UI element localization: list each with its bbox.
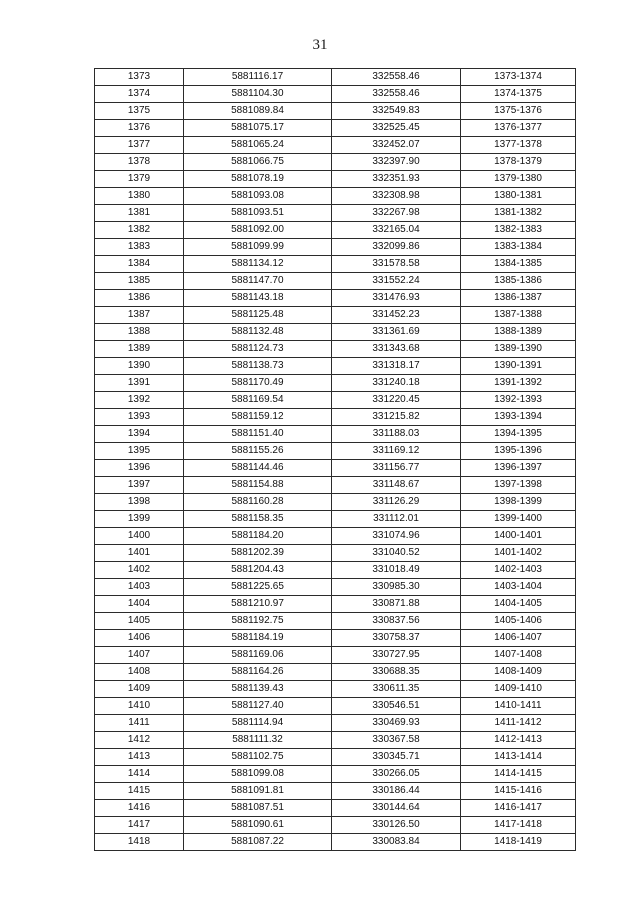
y-coordinate-cell: 331112.01 xyxy=(332,511,461,528)
segment-cell: 1392-1393 xyxy=(461,392,576,409)
x-coordinate-cell: 5881210.97 xyxy=(184,596,332,613)
table-row xyxy=(95,817,576,834)
y-coordinate-cell: 331220.45 xyxy=(332,392,461,409)
point-number-cell: 1402 xyxy=(95,562,184,579)
table-row xyxy=(95,732,576,749)
x-coordinate-cell: 5881134.12 xyxy=(184,256,332,273)
point-number-cell: 1384 xyxy=(95,256,184,273)
x-coordinate-cell: 5881170.49 xyxy=(184,375,332,392)
y-coordinate-cell: 330758.37 xyxy=(332,630,461,647)
segment-cell: 1411-1412 xyxy=(461,715,576,732)
point-number-cell: 1405 xyxy=(95,613,184,630)
point-number-cell: 1392 xyxy=(95,392,184,409)
point-number-cell: 1393 xyxy=(95,409,184,426)
x-coordinate-cell: 5881075.17 xyxy=(184,120,332,137)
table-row xyxy=(95,681,576,698)
x-coordinate-cell: 5881169.54 xyxy=(184,392,332,409)
segment-cell: 1409-1410 xyxy=(461,681,576,698)
table-row xyxy=(95,443,576,460)
y-coordinate-cell: 330186.44 xyxy=(332,783,461,800)
segment-cell: 1386-1387 xyxy=(461,290,576,307)
y-coordinate-cell: 331215.82 xyxy=(332,409,461,426)
table-row xyxy=(95,69,576,86)
point-number-cell: 1382 xyxy=(95,222,184,239)
point-number-cell: 1386 xyxy=(95,290,184,307)
x-coordinate-cell: 5881127.40 xyxy=(184,698,332,715)
x-coordinate-cell: 5881169.06 xyxy=(184,647,332,664)
table-row xyxy=(95,579,576,596)
y-coordinate-cell: 330985.30 xyxy=(332,579,461,596)
segment-cell: 1399-1400 xyxy=(461,511,576,528)
point-number-cell: 1375 xyxy=(95,103,184,120)
y-coordinate-cell: 331343.68 xyxy=(332,341,461,358)
x-coordinate-cell: 5881151.40 xyxy=(184,426,332,443)
point-number-cell: 1398 xyxy=(95,494,184,511)
x-coordinate-cell: 5881065.24 xyxy=(184,137,332,154)
x-coordinate-cell: 5881087.51 xyxy=(184,800,332,817)
y-coordinate-cell: 331476.93 xyxy=(332,290,461,307)
coordinates-table xyxy=(94,68,576,851)
x-coordinate-cell: 5881159.12 xyxy=(184,409,332,426)
table-row xyxy=(95,154,576,171)
point-number-cell: 1383 xyxy=(95,239,184,256)
table-row xyxy=(95,545,576,562)
x-coordinate-cell: 5881066.75 xyxy=(184,154,332,171)
point-number-cell: 1406 xyxy=(95,630,184,647)
point-number-cell: 1418 xyxy=(95,834,184,851)
y-coordinate-cell: 331240.18 xyxy=(332,375,461,392)
y-coordinate-cell: 331578.58 xyxy=(332,256,461,273)
point-number-cell: 1394 xyxy=(95,426,184,443)
point-number-cell: 1412 xyxy=(95,732,184,749)
point-number-cell: 1399 xyxy=(95,511,184,528)
y-coordinate-cell: 332165.04 xyxy=(332,222,461,239)
table-row xyxy=(95,375,576,392)
y-coordinate-cell: 331169.12 xyxy=(332,443,461,460)
table-row xyxy=(95,307,576,324)
table-row xyxy=(95,800,576,817)
y-coordinate-cell: 332308.98 xyxy=(332,188,461,205)
table-row xyxy=(95,171,576,188)
x-coordinate-cell: 5881099.99 xyxy=(184,239,332,256)
x-coordinate-cell: 5881138.73 xyxy=(184,358,332,375)
segment-cell: 1395-1396 xyxy=(461,443,576,460)
x-coordinate-cell: 5881078.19 xyxy=(184,171,332,188)
table-row xyxy=(95,205,576,222)
y-coordinate-cell: 330611.35 xyxy=(332,681,461,698)
table-row xyxy=(95,528,576,545)
x-coordinate-cell: 5881184.20 xyxy=(184,528,332,545)
x-coordinate-cell: 5881164.26 xyxy=(184,664,332,681)
point-number-cell: 1373 xyxy=(95,69,184,86)
segment-cell: 1380-1381 xyxy=(461,188,576,205)
segment-cell: 1417-1418 xyxy=(461,817,576,834)
y-coordinate-cell: 330367.58 xyxy=(332,732,461,749)
table-row xyxy=(95,188,576,205)
table-row xyxy=(95,239,576,256)
x-coordinate-cell: 5881154.88 xyxy=(184,477,332,494)
point-number-cell: 1390 xyxy=(95,358,184,375)
table-row xyxy=(95,664,576,681)
x-coordinate-cell: 5881089.84 xyxy=(184,103,332,120)
table-row xyxy=(95,494,576,511)
point-number-cell: 1377 xyxy=(95,137,184,154)
point-number-cell: 1403 xyxy=(95,579,184,596)
point-number-cell: 1388 xyxy=(95,324,184,341)
segment-cell: 1394-1395 xyxy=(461,426,576,443)
segment-cell: 1396-1397 xyxy=(461,460,576,477)
x-coordinate-cell: 5881092.00 xyxy=(184,222,332,239)
y-coordinate-cell: 331361.69 xyxy=(332,324,461,341)
segment-cell: 1406-1407 xyxy=(461,630,576,647)
y-coordinate-cell: 331552.24 xyxy=(332,273,461,290)
segment-cell: 1382-1383 xyxy=(461,222,576,239)
point-number-cell: 1389 xyxy=(95,341,184,358)
y-coordinate-cell: 330871.88 xyxy=(332,596,461,613)
point-number-cell: 1385 xyxy=(95,273,184,290)
y-coordinate-cell: 330546.51 xyxy=(332,698,461,715)
x-coordinate-cell: 5881116.17 xyxy=(184,69,332,86)
x-coordinate-cell: 5881155.26 xyxy=(184,443,332,460)
segment-cell: 1375-1376 xyxy=(461,103,576,120)
table-row xyxy=(95,256,576,273)
point-number-cell: 1391 xyxy=(95,375,184,392)
x-coordinate-cell: 5881093.08 xyxy=(184,188,332,205)
segment-cell: 1407-1408 xyxy=(461,647,576,664)
x-coordinate-cell: 5881090.61 xyxy=(184,817,332,834)
segment-cell: 1414-1415 xyxy=(461,766,576,783)
segment-cell: 1405-1406 xyxy=(461,613,576,630)
segment-cell: 1389-1390 xyxy=(461,341,576,358)
point-number-cell: 1387 xyxy=(95,307,184,324)
x-coordinate-cell: 5881139.43 xyxy=(184,681,332,698)
x-coordinate-cell: 5881087.22 xyxy=(184,834,332,851)
y-coordinate-cell: 331452.23 xyxy=(332,307,461,324)
table-row xyxy=(95,698,576,715)
segment-cell: 1413-1414 xyxy=(461,749,576,766)
segment-cell: 1400-1401 xyxy=(461,528,576,545)
x-coordinate-cell: 5881132.48 xyxy=(184,324,332,341)
table-row xyxy=(95,715,576,732)
table-row xyxy=(95,341,576,358)
y-coordinate-cell: 330688.35 xyxy=(332,664,461,681)
x-coordinate-cell: 5881202.39 xyxy=(184,545,332,562)
segment-cell: 1404-1405 xyxy=(461,596,576,613)
y-coordinate-cell: 331318.17 xyxy=(332,358,461,375)
point-number-cell: 1410 xyxy=(95,698,184,715)
x-coordinate-cell: 5881147.70 xyxy=(184,273,332,290)
segment-cell: 1378-1379 xyxy=(461,154,576,171)
table-row xyxy=(95,766,576,783)
x-coordinate-cell: 5881111.32 xyxy=(184,732,332,749)
point-number-cell: 1397 xyxy=(95,477,184,494)
table-row xyxy=(95,324,576,341)
segment-cell: 1415-1416 xyxy=(461,783,576,800)
table-row xyxy=(95,613,576,630)
x-coordinate-cell: 5881158.35 xyxy=(184,511,332,528)
point-number-cell: 1404 xyxy=(95,596,184,613)
segment-cell: 1383-1384 xyxy=(461,239,576,256)
y-coordinate-cell: 331040.52 xyxy=(332,545,461,562)
table-row xyxy=(95,86,576,103)
table-row xyxy=(95,120,576,137)
y-coordinate-cell: 330837.56 xyxy=(332,613,461,630)
table-row xyxy=(95,477,576,494)
x-coordinate-cell: 5881144.46 xyxy=(184,460,332,477)
y-coordinate-cell: 332525.45 xyxy=(332,120,461,137)
table-row xyxy=(95,290,576,307)
table-row xyxy=(95,137,576,154)
point-number-cell: 1395 xyxy=(95,443,184,460)
table-row xyxy=(95,460,576,477)
y-coordinate-cell: 332397.90 xyxy=(332,154,461,171)
table-row xyxy=(95,103,576,120)
x-coordinate-cell: 5881225.65 xyxy=(184,579,332,596)
y-coordinate-cell: 332549.83 xyxy=(332,103,461,120)
table-row xyxy=(95,630,576,647)
point-number-cell: 1413 xyxy=(95,749,184,766)
x-coordinate-cell: 5881160.28 xyxy=(184,494,332,511)
y-coordinate-cell: 330144.64 xyxy=(332,800,461,817)
segment-cell: 1381-1382 xyxy=(461,205,576,222)
y-coordinate-cell: 332558.46 xyxy=(332,86,461,103)
x-coordinate-cell: 5881091.81 xyxy=(184,783,332,800)
x-coordinate-cell: 5881125.48 xyxy=(184,307,332,324)
y-coordinate-cell: 332267.98 xyxy=(332,205,461,222)
table-row xyxy=(95,647,576,664)
segment-cell: 1388-1389 xyxy=(461,324,576,341)
table-row xyxy=(95,596,576,613)
table-row xyxy=(95,834,576,851)
segment-cell: 1402-1403 xyxy=(461,562,576,579)
table-row xyxy=(95,409,576,426)
point-number-cell: 1415 xyxy=(95,783,184,800)
table-row xyxy=(95,222,576,239)
segment-cell: 1384-1385 xyxy=(461,256,576,273)
y-coordinate-cell: 331126.29 xyxy=(332,494,461,511)
table-row xyxy=(95,749,576,766)
point-number-cell: 1376 xyxy=(95,120,184,137)
segment-cell: 1403-1404 xyxy=(461,579,576,596)
segment-cell: 1408-1409 xyxy=(461,664,576,681)
segment-cell: 1418-1419 xyxy=(461,834,576,851)
x-coordinate-cell: 5881124.73 xyxy=(184,341,332,358)
segment-cell: 1373-1374 xyxy=(461,69,576,86)
segment-cell: 1410-1411 xyxy=(461,698,576,715)
x-coordinate-cell: 5881104.30 xyxy=(184,86,332,103)
y-coordinate-cell: 330345.71 xyxy=(332,749,461,766)
x-coordinate-cell: 5881204.43 xyxy=(184,562,332,579)
coordinates-table-body xyxy=(95,69,576,851)
segment-cell: 1397-1398 xyxy=(461,477,576,494)
segment-cell: 1379-1380 xyxy=(461,171,576,188)
table-row xyxy=(95,358,576,375)
point-number-cell: 1409 xyxy=(95,681,184,698)
segment-cell: 1398-1399 xyxy=(461,494,576,511)
x-coordinate-cell: 5881102.75 xyxy=(184,749,332,766)
table-row xyxy=(95,783,576,800)
segment-cell: 1374-1375 xyxy=(461,86,576,103)
segment-cell: 1401-1402 xyxy=(461,545,576,562)
y-coordinate-cell: 330126.50 xyxy=(332,817,461,834)
segment-cell: 1390-1391 xyxy=(461,358,576,375)
y-coordinate-cell: 332351.93 xyxy=(332,171,461,188)
point-number-cell: 1414 xyxy=(95,766,184,783)
y-coordinate-cell: 331156.77 xyxy=(332,460,461,477)
y-coordinate-cell: 331188.03 xyxy=(332,426,461,443)
point-number-cell: 1380 xyxy=(95,188,184,205)
point-number-cell: 1400 xyxy=(95,528,184,545)
point-number-cell: 1396 xyxy=(95,460,184,477)
y-coordinate-cell: 330266.05 xyxy=(332,766,461,783)
segment-cell: 1391-1392 xyxy=(461,375,576,392)
point-number-cell: 1408 xyxy=(95,664,184,681)
y-coordinate-cell: 332452.07 xyxy=(332,137,461,154)
x-coordinate-cell: 5881114.94 xyxy=(184,715,332,732)
y-coordinate-cell: 331148.67 xyxy=(332,477,461,494)
segment-cell: 1416-1417 xyxy=(461,800,576,817)
table-row xyxy=(95,562,576,579)
point-number-cell: 1407 xyxy=(95,647,184,664)
point-number-cell: 1374 xyxy=(95,86,184,103)
table-row xyxy=(95,273,576,290)
point-number-cell: 1417 xyxy=(95,817,184,834)
point-number-cell: 1381 xyxy=(95,205,184,222)
y-coordinate-cell: 330727.95 xyxy=(332,647,461,664)
y-coordinate-cell: 331074.96 xyxy=(332,528,461,545)
x-coordinate-cell: 5881184.19 xyxy=(184,630,332,647)
y-coordinate-cell: 330083.84 xyxy=(332,834,461,851)
segment-cell: 1387-1388 xyxy=(461,307,576,324)
point-number-cell: 1378 xyxy=(95,154,184,171)
table-row xyxy=(95,511,576,528)
x-coordinate-cell: 5881099.08 xyxy=(184,766,332,783)
page-number: 31 xyxy=(312,37,328,53)
y-coordinate-cell: 332558.46 xyxy=(332,69,461,86)
segment-cell: 1385-1386 xyxy=(461,273,576,290)
segment-cell: 1376-1377 xyxy=(461,120,576,137)
table-row xyxy=(95,426,576,443)
point-number-cell: 1379 xyxy=(95,171,184,188)
table-row xyxy=(95,392,576,409)
y-coordinate-cell: 331018.49 xyxy=(332,562,461,579)
x-coordinate-cell: 5881192.75 xyxy=(184,613,332,630)
x-coordinate-cell: 5881143.18 xyxy=(184,290,332,307)
point-number-cell: 1401 xyxy=(95,545,184,562)
point-number-cell: 1416 xyxy=(95,800,184,817)
y-coordinate-cell: 332099.86 xyxy=(332,239,461,256)
y-coordinate-cell: 330469.93 xyxy=(332,715,461,732)
x-coordinate-cell: 5881093.51 xyxy=(184,205,332,222)
point-number-cell: 1411 xyxy=(95,715,184,732)
segment-cell: 1412-1413 xyxy=(461,732,576,749)
segment-cell: 1377-1378 xyxy=(461,137,576,154)
segment-cell: 1393-1394 xyxy=(461,409,576,426)
